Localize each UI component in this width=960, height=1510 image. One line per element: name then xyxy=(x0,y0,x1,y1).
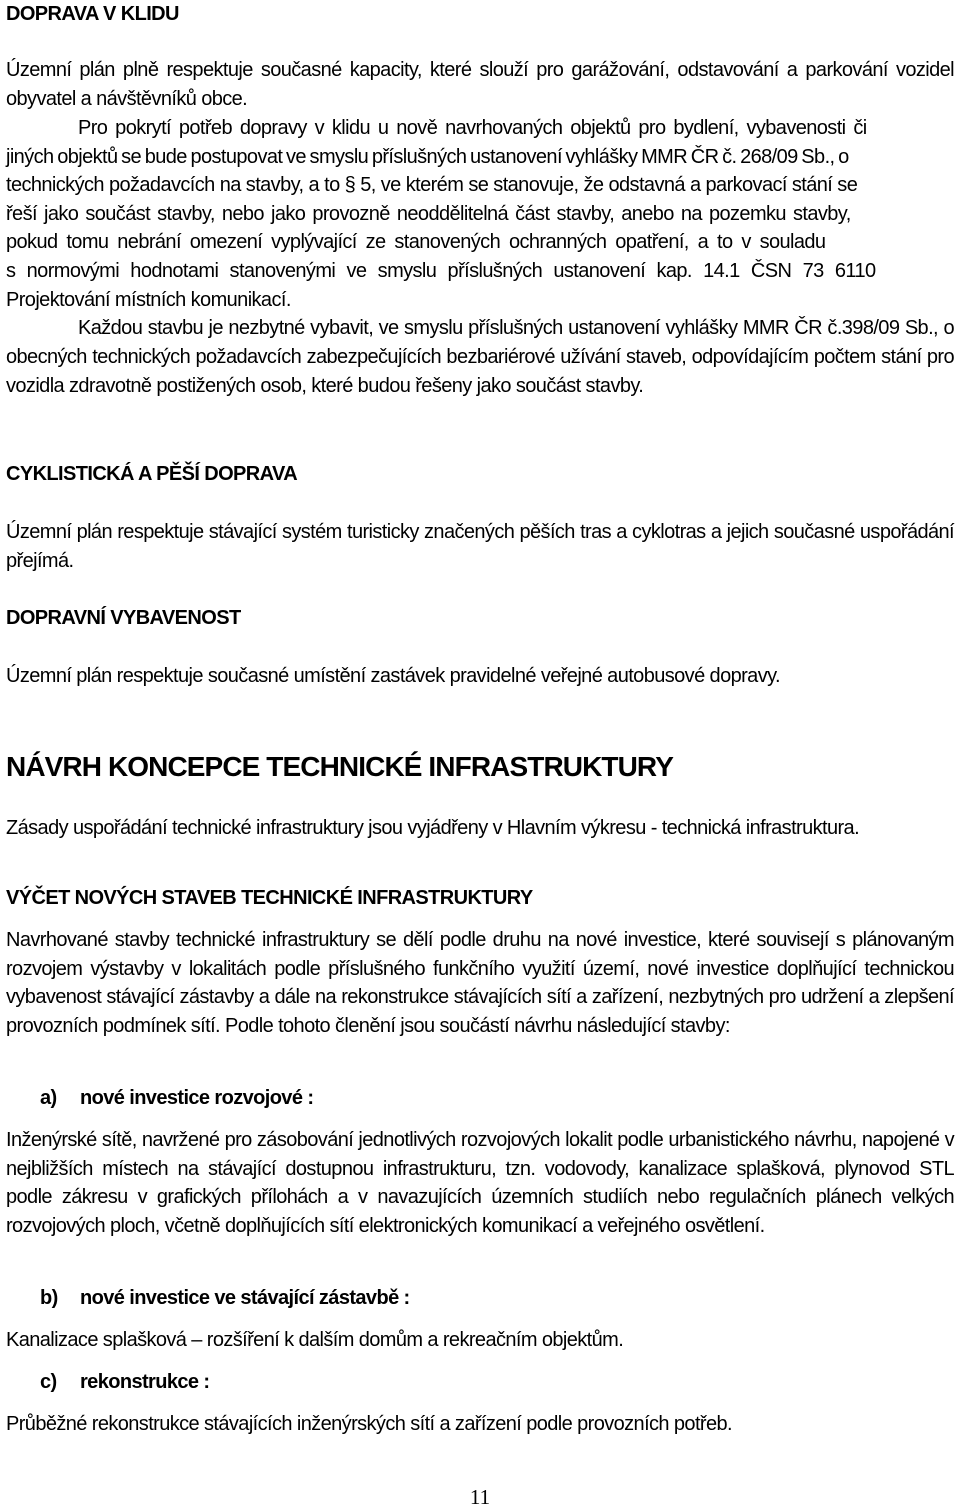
paragraph-line: technických požadavcích na stavby, a to § 5, ve kterém se stanovuje, že odstavná a parkovací stání se xyxy=(6,174,858,197)
subheading-label: c) xyxy=(40,1371,57,1393)
subheading-title: nové investice rozvojové : xyxy=(80,1087,314,1109)
paragraph-line: pokud tomu nebrání omezení vyplývající ze stanovených ochranných opatření, a to v souladu xyxy=(6,231,826,254)
paragraph-nove-investice-rozvojove: Inženýrské sítě, navržené pro zásobování jednotlivých rozvojových lokalit podle urbanistického návrhu, napojené v nejbližších místech na stávající dostupnou infrastrukturu, tzn. vodovody, kanalizace splašková, plynovod STL podle zákresu v grafických přílohách a v navazujících územních studiích nebo regulačních plánech velkých rozvojových ploch, včetně doplňujících sítí elektronických komunikací a veřejného osvětlení. xyxy=(6,1129,954,1237)
paragraph-doprava-v-klidu-1: Územní plán plně respektuje současné kapacity, které slouží pro garážování, odstavování a parkování vozidel obyvatel a návštěvníků obce. xyxy=(6,59,954,110)
heading-cyklisticka-a-pesi-doprava: CYKLISTICKÁ A PĚŠÍ DOPRAVA xyxy=(6,463,298,485)
paragraph-line: s normovými hodnotami stanovenými ve smyslu příslušných ustanovení kap. 14.1 ČSN 73 6110 xyxy=(6,259,876,282)
paragraph-line: jiných objektů se bude postupovat ve smyslu příslušných ustanovení vyhlášky MMR ČR č. 268/09 Sb., o xyxy=(6,145,849,168)
paragraph-rekonstrukce: Průběžné rekonstrukce stávajících inženýrských sítí a zařízení podle provozních potřeb. xyxy=(6,1413,732,1435)
subheading-b xyxy=(40,1285,410,1311)
page-number: 11 xyxy=(469,1485,491,1509)
subheading-title: rekonstrukce : xyxy=(80,1371,210,1393)
paragraph-line: řeší jako součást stavby, nebo jako provozně neoddělitelná část stavby, anebo na pozemku stavby, xyxy=(6,202,851,225)
subheading-c xyxy=(40,1369,209,1395)
subheading-a xyxy=(40,1085,313,1111)
heading-navrh-koncepce: NÁVRH KONCEPCE TECHNICKÉ INFRASTRUKTURY xyxy=(6,751,673,782)
paragraph-doprava-v-klidu-2 xyxy=(6,114,954,314)
subheading-label: b) xyxy=(40,1287,58,1309)
paragraph-line: Pro pokrytí potřeb dopravy v klidu u nově navrhovaných objektů pro bydlení, vybavenosti či xyxy=(78,117,867,139)
heading-doprava-v-klidu: DOPRAVA V KLIDU xyxy=(6,3,179,25)
heading-dopravni-vybavenost: DOPRAVNÍ VYBAVENOST xyxy=(6,607,241,629)
subheading-label: a) xyxy=(40,1087,57,1109)
paragraph-line: Projektování místních komunikací. xyxy=(6,288,291,311)
paragraph-navrh-koncepce: Zásady uspořádání technické infrastruktury jsou vyjádřeny v Hlavním výkresu - technická infrastruktura. xyxy=(6,817,860,839)
subheading-title: nové investice ve stávající zástavbě : xyxy=(80,1287,410,1309)
paragraph-doprava-v-klidu-3: Každou stavbu je nezbytné vybavit, ve smyslu příslušných ustanovení vyhlášky MMR ČR č.398/09 Sb., o obecných technických požadavcích zabezpečujících bezbariérové užívání staveb, odpovídajícím počtem stání pro vozidla zdravotně postižených osob, které budou řešeny jako součást stavby. xyxy=(6,317,954,397)
heading-vycet-staveb: VÝČET NOVÝCH STAVEB TECHNICKÉ INFRASTRUKTURY xyxy=(6,887,533,909)
paragraph-vycet: Navrhované stavby technické infrastruktury se dělí podle druhu na nové investice, které souvisejí s plánovaným rozvojem výstavby v lokalitách podle příslušného funkčního využití území, nové investice doplňující technickou vybavenost stávající zástavby a dále na rekonstrukce stávajících sítí a zařízení, nezbytných pro udržení a zlepšení provozních podmínek sítí. Podle tohoto členění jsou součástí návrhu následující stavby: xyxy=(6,929,954,1037)
paragraph-nove-investice-zastavba: Kanalizace splašková – rozšíření k dalším domům a rekreačním objektům. xyxy=(6,1329,624,1351)
paragraph-dopravni-vybavenost: Územní plán respektuje současné umístění zastávek pravidelné veřejné autobusové dopravy. xyxy=(6,665,780,687)
paragraph-cyklisticka: Územní plán respektuje stávající systém turisticky značených pěších tras a cyklotras a jejich současné uspořádání přejímá. xyxy=(6,521,954,572)
